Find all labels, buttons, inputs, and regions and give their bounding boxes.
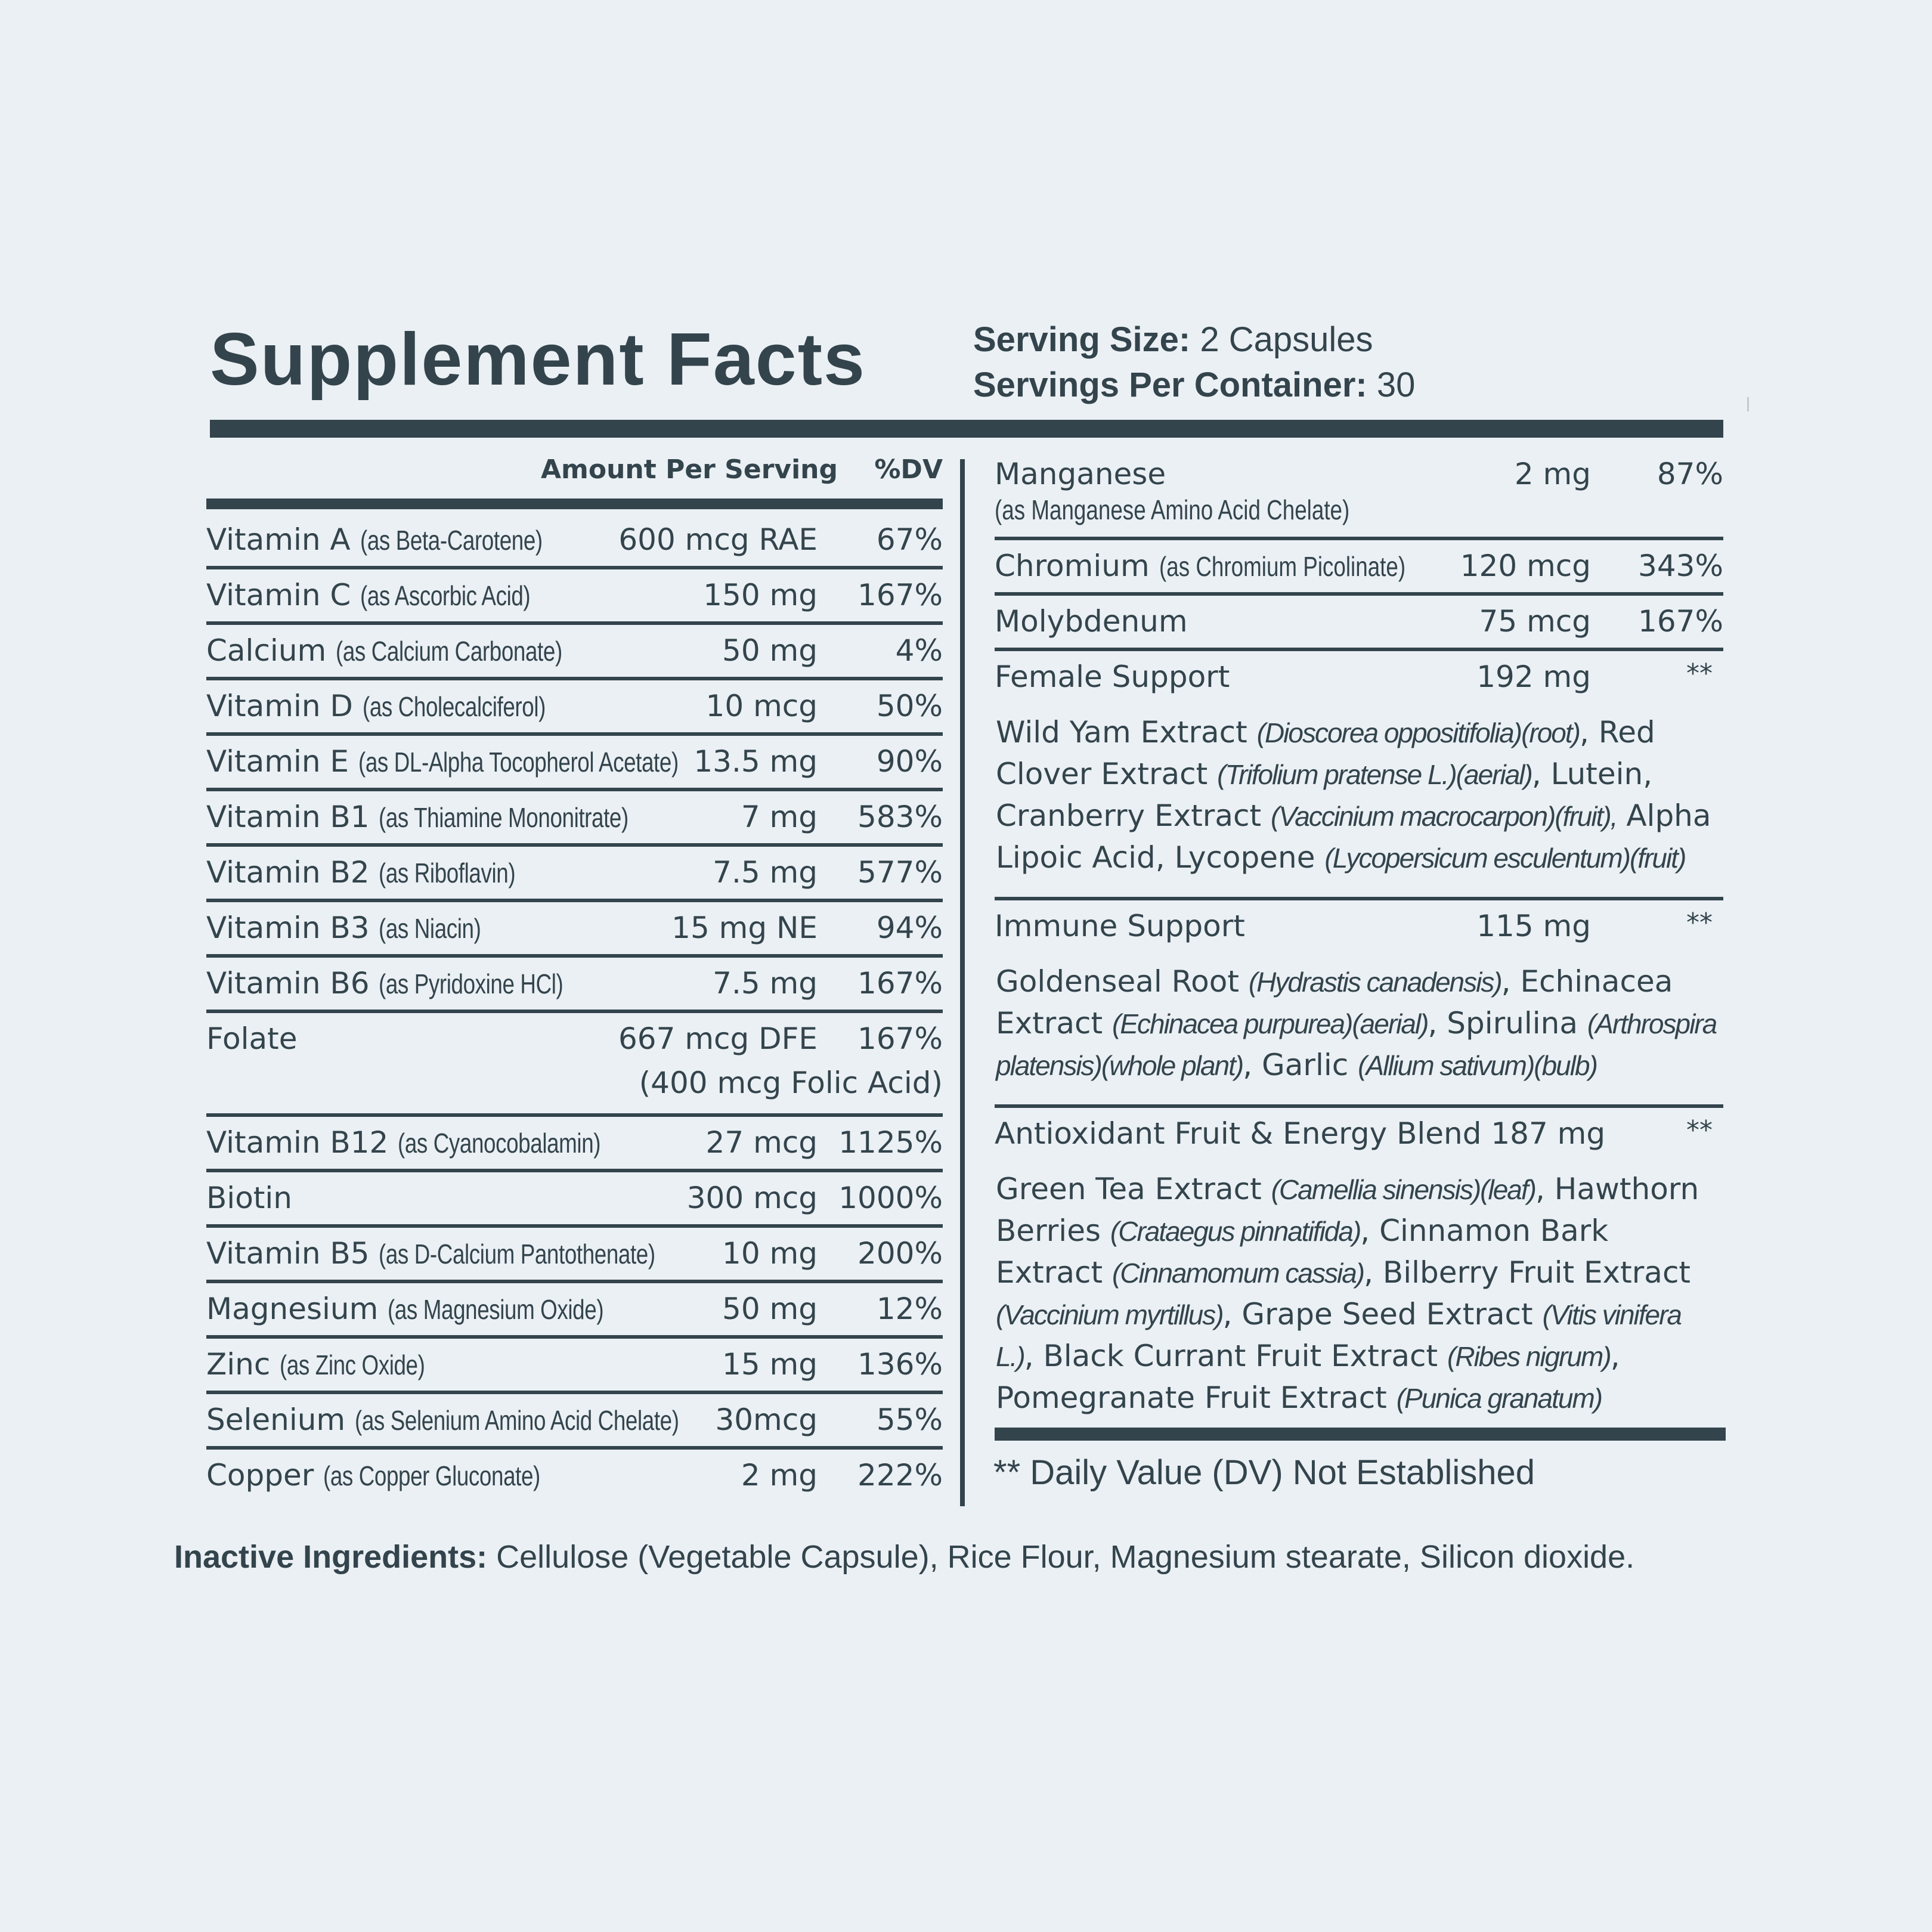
botanical-name: (Punica granatum)	[1396, 1383, 1602, 1414]
right-column	[995, 448, 1723, 1437]
nutrient-dv: 55%	[876, 1402, 943, 1437]
nutrient-dv: 4%	[895, 633, 943, 668]
nutrient-dv: 1000%	[838, 1181, 943, 1215]
nutrient-amount: 120 mcg	[1460, 549, 1591, 583]
manganese-row	[995, 448, 1723, 540]
ingredient-text: , Hawthorn Berries	[996, 1172, 1699, 1248]
nutrient-row	[206, 625, 943, 680]
botanical-name: (Hydrastis canadensis)	[1248, 967, 1501, 998]
ingredient-text: , Black Currant Fruit Extract	[1024, 1339, 1448, 1373]
ingredient-text: Alpha Lipoic Acid, Lycopene	[996, 798, 1711, 875]
nutrient-name: Molybdenum	[995, 604, 1188, 639]
nutrient-row	[206, 680, 943, 736]
nutrient-name: Selenium (as Selenium Amino Acid Chelate)	[206, 1402, 679, 1437]
nutrient-source: (as Thiamine Mononitrate)	[379, 802, 629, 833]
column-header	[206, 448, 943, 499]
nutrient-source: (as DL-Alpha Tocopherol Acetate)	[358, 747, 679, 778]
botanical-name: (Allium sativum)(bulb)	[1358, 1050, 1597, 1081]
nutrient-amount: 150 mg	[703, 578, 818, 612]
nutrient-rows	[206, 514, 943, 1501]
ingredient-text: , Grape Seed Extract	[1222, 1297, 1543, 1332]
blend-ingredients	[995, 954, 1723, 1104]
nutrient-dv: 167%	[857, 1021, 943, 1056]
nutrient-name: Vitamin A (as Beta-Carotene)	[206, 522, 543, 557]
nutrient-name: Vitamin B1 (as Thiamine Mononitrate)	[206, 800, 629, 834]
nutrient-dv: 583%	[857, 800, 943, 834]
nutrient-amount: 15 mg	[722, 1347, 818, 1382]
blend-name: Antioxidant Fruit & Energy Blend 187 mg	[995, 1116, 1606, 1151]
nutrient-source: (as Chromium Picolinate)	[1159, 551, 1405, 582]
nutrient-row	[206, 847, 943, 902]
chromium-row	[995, 540, 1723, 596]
blend-name: Immune Support	[995, 909, 1245, 943]
nutrient-source: (as Manganese Amino Acid Chelate)	[995, 494, 1350, 525]
nutrient-source: (as Magnesium Oxide)	[388, 1294, 604, 1325]
ingredient-text: , Garlic	[1243, 1048, 1358, 1082]
nutrient-row	[206, 514, 943, 569]
botanical-name: (Trifolium pratense L.)(aerial)	[1217, 759, 1532, 790]
nutrient-row	[206, 958, 943, 1013]
botanical-name: (Echinacea purpurea)(aerial)	[1111, 1008, 1428, 1039]
nutrient-name: Vitamin B5 (as D-Calcium Pantothenate)	[206, 1236, 656, 1271]
serving-size: Serving Size: 2 Capsules	[973, 320, 1373, 359]
dv-footnote: ** Daily Value (DV) Not Established	[993, 1453, 1535, 1492]
blend-amount: 192 mg	[1476, 660, 1591, 694]
nutrient-row	[206, 1450, 943, 1501]
nutrient-table	[206, 448, 943, 1501]
nutrient-amount: 7 mg	[741, 800, 818, 834]
nutrient-name: Zinc (as Zinc Oxide)	[206, 1347, 425, 1382]
dv-header: %DV	[874, 454, 943, 485]
nutrient-dv: 94%	[876, 911, 943, 945]
corner-tick	[1747, 397, 1749, 411]
ingredient-text: , Echinacea Extract	[996, 964, 1673, 1041]
nutrient-amount: 75 mcg	[1479, 604, 1591, 639]
blend-ingredients	[995, 1162, 1723, 1437]
ingredient-text: , Spirulina	[1428, 1006, 1587, 1041]
nutrient-amount-note: (400 mcg Folic Acid)	[639, 1066, 943, 1100]
nutrient-name: Chromium (as Chromium Picolinate)	[995, 549, 1405, 583]
nutrient-source: (as Pyridoxine HCl)	[379, 968, 564, 999]
nutrient-dv: 50%	[876, 689, 943, 723]
nutrient-amount: 667 mcg DFE	[618, 1021, 818, 1056]
botanical-name: (Arthrospira platensis)(whole plant)	[996, 1008, 1717, 1081]
botanical-name: (Dioscorea oppositifolia)(root)	[1256, 717, 1580, 748]
nutrient-name: Vitamin B2 (as Riboflavin)	[206, 855, 516, 890]
nutrient-amount: 27 mcg	[705, 1125, 818, 1160]
nutrient-row	[206, 1228, 943, 1283]
botanical-name: (Vaccinium myrtillus)	[996, 1299, 1223, 1330]
nutrient-dv: 12%	[876, 1292, 943, 1326]
nutrient-name: Manganese	[995, 457, 1166, 491]
nutrient-source: (as Cyanocobalamin)	[398, 1128, 601, 1159]
nutrient-row	[206, 791, 943, 847]
nutrient-dv: 577%	[857, 855, 943, 890]
nutrient-amount: 50 mg	[722, 633, 818, 668]
servings-per-container: Servings Per Container: 30	[973, 366, 1416, 404]
nutrient-source: (as Zinc Oxide)	[280, 1349, 425, 1380]
header-rule	[206, 499, 943, 509]
nutrient-source: (as Beta-Carotene)	[360, 525, 543, 556]
antioxidant-blend-block	[995, 1108, 1723, 1437]
nutrient-name: Biotin	[206, 1181, 292, 1215]
nutrient-amount: 10 mg	[722, 1236, 818, 1271]
nutrient-row	[206, 569, 943, 625]
amount-per-serving-header: Amount Per Serving	[540, 454, 838, 485]
nutrient-name: Vitamin C (as Ascorbic Acid)	[206, 578, 531, 612]
nutrient-dv: 343%	[1638, 549, 1723, 583]
dv-not-established-mark: **	[1686, 1115, 1713, 1145]
nutrient-name: Vitamin E (as DL-Alpha Tocopherol Acetate)	[206, 744, 679, 779]
botanical-name: (Vitis vinifera L.)	[996, 1299, 1682, 1372]
immune-support-block	[995, 900, 1723, 1108]
inactive-value: Cellulose (Vegetable Capsule), Rice Flour, Magnesium stearate, Silicon dioxide.	[487, 1539, 1635, 1575]
dv-not-established-mark: **	[1686, 658, 1713, 689]
nutrient-row	[206, 902, 943, 958]
botanical-name: (Crataegus pinnatifida)	[1110, 1216, 1361, 1247]
nutrient-source: (as Niacin)	[379, 913, 481, 944]
dv-not-established-mark: **	[1686, 908, 1713, 938]
nutrient-name: Calcium (as Calcium Carbonate)	[206, 633, 562, 668]
nutrient-source: (as D-Calcium Pantothenate)	[379, 1239, 656, 1270]
inactive-label: Inactive Ingredients:	[174, 1539, 488, 1575]
botanical-name: (Cinnamomum cassia)	[1111, 1258, 1364, 1289]
female-support-block	[995, 651, 1723, 900]
ingredient-text: , Pomegranate Fruit Extract	[996, 1339, 1620, 1415]
nutrient-row	[206, 1013, 943, 1117]
ingredient-text: , Cinnamon Bark Extract	[996, 1213, 1609, 1290]
nutrient-row	[206, 1117, 943, 1172]
blend-name: Female Support	[995, 660, 1230, 694]
molybdenum-row	[995, 596, 1723, 651]
nutrient-row	[206, 1172, 943, 1228]
nutrient-dv: 136%	[857, 1347, 943, 1382]
nutrient-row	[206, 1394, 943, 1450]
nutrient-source: (as Ascorbic Acid)	[360, 580, 531, 611]
nutrient-dv: 67%	[876, 522, 943, 557]
nutrient-amount: 2 mg	[1514, 457, 1591, 491]
nutrient-amount: 10 mcg	[705, 689, 818, 723]
nutrient-amount: 600 mcg RAE	[618, 522, 818, 557]
nutrient-dv: 167%	[1638, 604, 1723, 639]
nutrient-amount: 30mcg	[715, 1402, 818, 1437]
ingredient-text: Goldenseal Root	[996, 964, 1249, 999]
nutrient-row	[206, 736, 943, 791]
nutrient-name: Vitamin D (as Cholecalciferol)	[206, 689, 546, 723]
ingredient-text: , Bilberry Fruit Extract	[1364, 1255, 1691, 1290]
column-divider	[960, 459, 965, 1506]
nutrient-row	[206, 1339, 943, 1394]
inactive-ingredients	[174, 1538, 1634, 1575]
nutrient-name: Vitamin B12 (as Cyanocobalamin)	[206, 1125, 601, 1160]
botanical-name: (Vaccinium macrocarpon)(fruit),	[1271, 801, 1617, 832]
ingredient-text: , Red Clover Extract	[996, 715, 1655, 791]
botanical-name: (Lycopersicum esculentum)(fruit)	[1324, 843, 1686, 874]
blend-ingredients	[995, 705, 1723, 897]
nutrient-row	[206, 1283, 943, 1339]
nutrient-amount: 13.5 mg	[693, 744, 818, 779]
nutrient-amount: 2 mg	[741, 1458, 818, 1493]
nutrient-source: (as Selenium Amino Acid Chelate)	[355, 1405, 679, 1436]
nutrient-dv: 87%	[1657, 457, 1723, 491]
nutrient-dv: 1125%	[838, 1125, 943, 1160]
nutrient-dv: 222%	[857, 1458, 943, 1493]
serving-info	[973, 317, 1415, 408]
nutrient-source: (as Cholecalciferol)	[362, 691, 546, 722]
nutrient-dv: 167%	[857, 578, 943, 612]
botanical-name: (Ribes nigrum)	[1447, 1341, 1611, 1372]
top-rule	[210, 420, 1723, 438]
nutrient-name: Copper (as Copper Gluconate)	[206, 1458, 541, 1493]
nutrient-amount: 7.5 mg	[713, 966, 818, 1001]
nutrient-source: (as Riboflavin)	[379, 857, 516, 888]
nutrient-name: Folate	[206, 1021, 298, 1056]
nutrient-amount: 15 mg NE	[671, 911, 818, 945]
nutrient-dv: 167%	[857, 966, 943, 1001]
label-title: Supplement Facts	[210, 318, 866, 401]
nutrient-dv: 200%	[857, 1236, 943, 1271]
nutrient-amount: 300 mcg	[686, 1181, 818, 1215]
botanical-name: (Camellia sinensis)(leaf)	[1271, 1174, 1535, 1205]
nutrient-amount: 50 mg	[722, 1292, 818, 1326]
nutrient-name: Vitamin B6 (as Pyridoxine HCl)	[206, 966, 564, 1001]
blend-amount: 115 mg	[1476, 909, 1591, 943]
nutrient-name: Magnesium (as Magnesium Oxide)	[206, 1292, 604, 1326]
bottom-rule	[995, 1428, 1726, 1441]
nutrient-name: Vitamin B3 (as Niacin)	[206, 911, 481, 945]
nutrient-amount: 7.5 mg	[713, 855, 818, 890]
ingredient-text: Wild Yam Extract	[996, 715, 1257, 750]
nutrient-source: (as Calcium Carbonate)	[336, 636, 562, 667]
nutrient-source: (as Copper Gluconate)	[323, 1460, 541, 1491]
ingredient-text: Green Tea Extract	[996, 1172, 1271, 1206]
ingredient-text: , Lutein, Cranberry Extract	[996, 757, 1653, 833]
nutrient-dv: 90%	[876, 744, 943, 779]
